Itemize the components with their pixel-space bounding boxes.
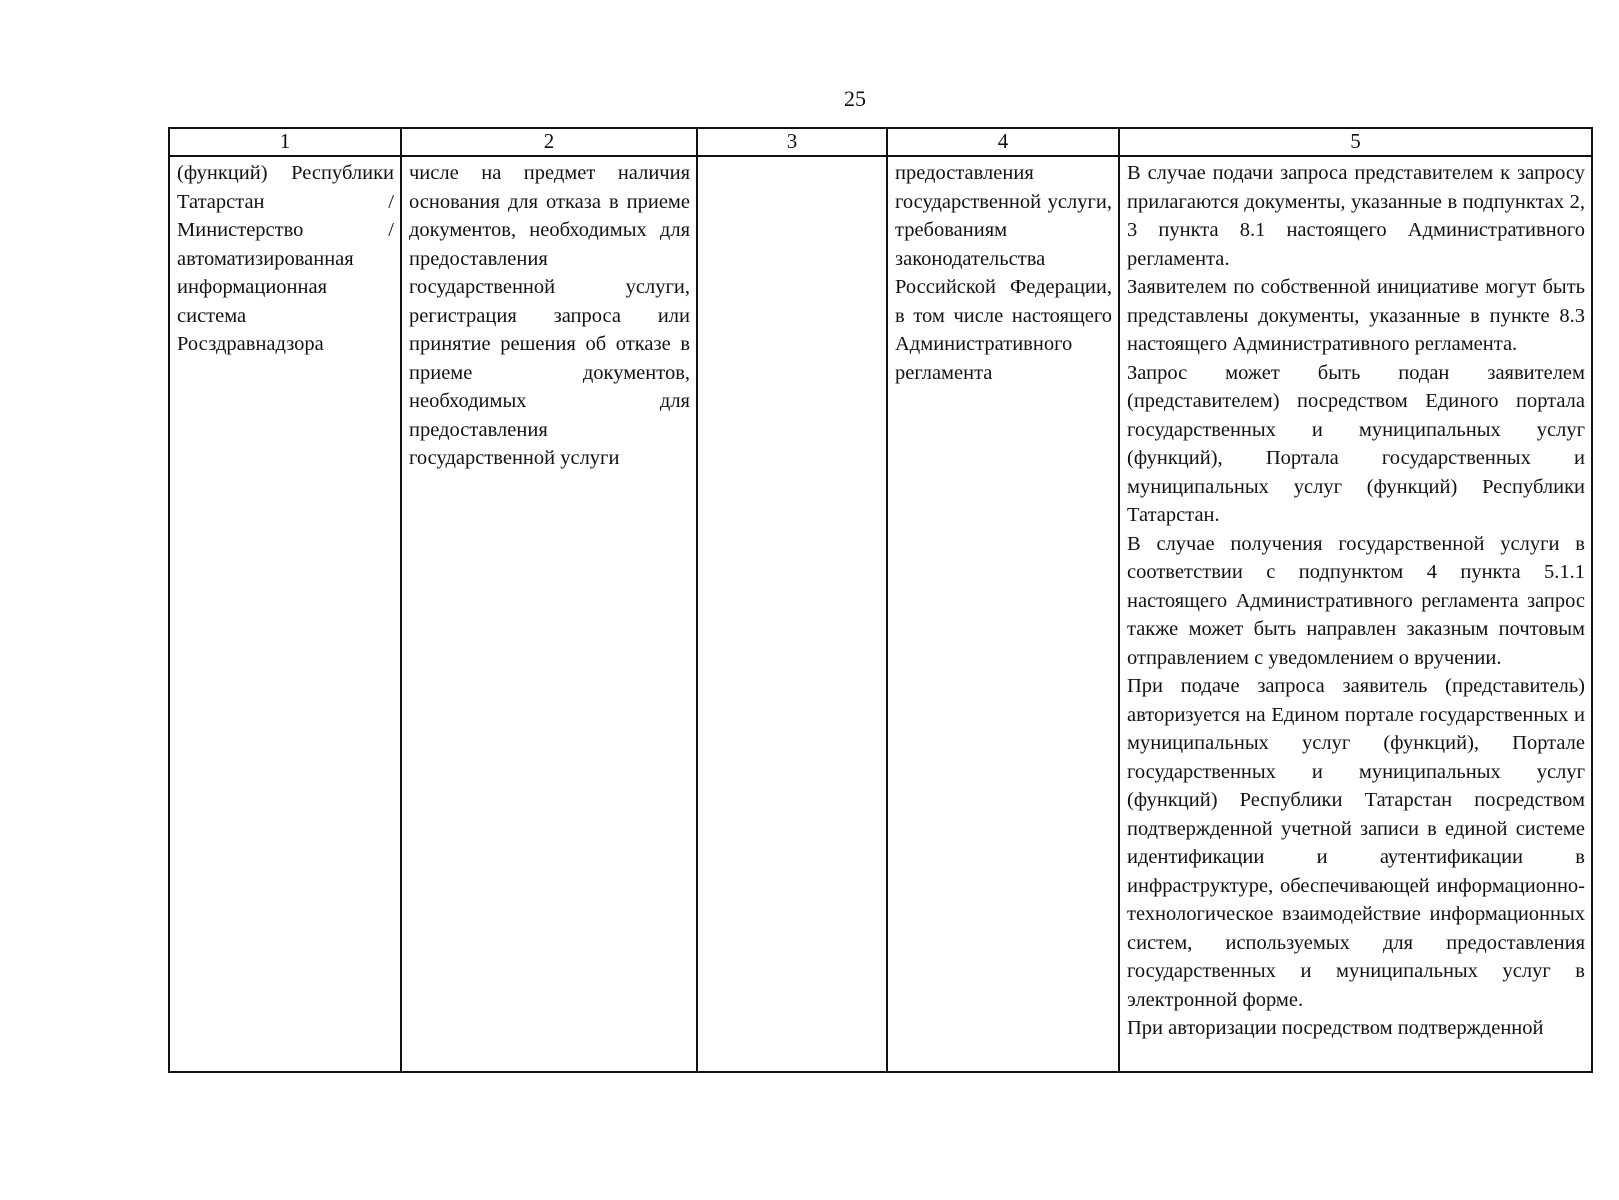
- column-number-1: 1: [169, 128, 401, 156]
- column-number-row: [169, 128, 1592, 156]
- column-number-4: 4: [887, 128, 1119, 156]
- paragraph: При подаче запроса заявитель (представитель) авторизуется на Едином портале государственных и муниципальных услуг (функций), Портале государственных и муниципальных услуг (функций) Республики Татарстан посредством подтвержденной учетной записи в единой системе идентификации и аутентификации в инфраструктуре, обеспечивающей информационно-технологическое взаимодействие информационных систем, используемых для предоставления государственных и муниципальных услуг в электронной форме.: [1127, 675, 1585, 1011]
- column-number-3: 3: [697, 128, 887, 156]
- paragraph: В случае получения государственной услуги в соответствии с подпунктом 4 пункта 5.1.1 настоящего Административного регламента запрос также может быть направлен заказным почтовым отправлением с уведомлением о вручении.: [1127, 532, 1585, 669]
- cell-procedure-content: [401, 156, 697, 1072]
- page-number: 25: [844, 86, 866, 111]
- cell-criteria: [887, 156, 1119, 1072]
- column-number-2: 2: [401, 128, 697, 156]
- cell-text: (функций) Республики Татарстан / Министерство / автоматизированная информационная система Росздравнадзора: [177, 162, 394, 355]
- cell-result-description: [1119, 156, 1592, 1072]
- cell-text: предоставления государственной услуги, требованиям законодательства Российской Федерации, в том числе настоящего Административного регламента: [895, 162, 1112, 384]
- paragraph: В случае подачи запроса представителем к запросу прилагаются документы, указанные в подпунктах 2, 3 пункта 8.1 настоящего Административного регламента.: [1127, 162, 1585, 270]
- cell-responsible-body: [169, 156, 401, 1072]
- cell-deadline: [697, 156, 887, 1072]
- paragraph: Заявителем по собственной инициативе могут быть представлены документы, указанные в пункте 8.3 настоящего Административного регламента.: [1127, 276, 1585, 355]
- regulation-table: [168, 127, 1593, 1073]
- cell-text: числе на предмет наличия основания для отказа в приеме документов, необходимых для предоставления государственной услуги, регистрация запроса или принятие решения об отказе в приеме документов, необходимых для предоставления государственной услуги: [409, 162, 690, 469]
- table-row: [169, 156, 1592, 1072]
- column-number-5: 5: [1119, 128, 1592, 156]
- paragraph: Запрос может быть подан заявителем (представителем) посредством Единого портала государственных и муниципальных услуг (функций), Портала государственных и муниципальных услуг (функций) Республики Татарстан.: [1127, 361, 1585, 526]
- paragraph: При авторизации посредством подтвержденной: [1127, 1017, 1544, 1039]
